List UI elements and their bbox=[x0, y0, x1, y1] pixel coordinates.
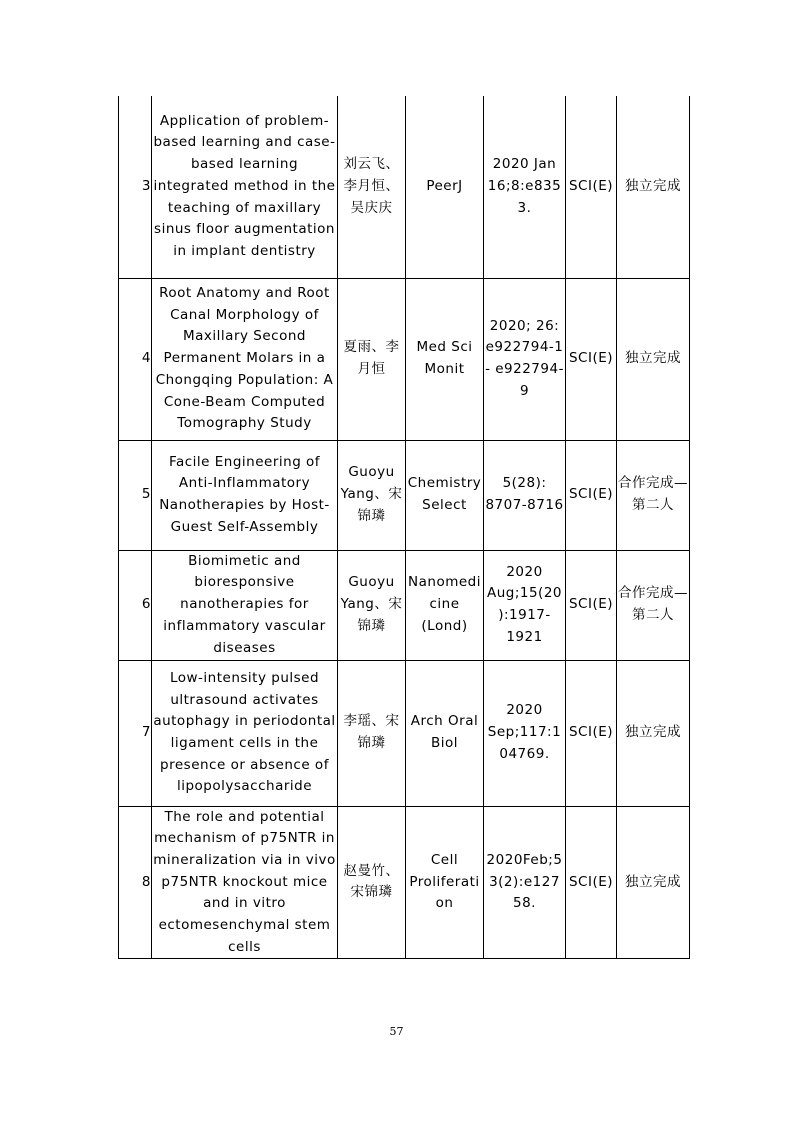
index-type: SCI(E) bbox=[566, 440, 617, 550]
authors: Guoyu Yang、宋锦璘 bbox=[338, 550, 406, 660]
row-number: 8 bbox=[119, 806, 152, 959]
citation: 2020 Jan 16;8:e8353. bbox=[484, 96, 566, 278]
paper-title: Facile Engineering of Anti-Inflammatory Nanotherapies by Host-Guest Self-Assembly bbox=[152, 440, 338, 550]
completion-role: 独立完成 bbox=[617, 96, 690, 278]
completion-role: 独立完成 bbox=[617, 278, 690, 440]
page-number: 57 bbox=[389, 1025, 404, 1038]
citation: 2020 Sep;117:104769. bbox=[484, 660, 566, 806]
paper-title: Root Anatomy and Root Canal Morphology of Maxillary Second Permanent Molars in a Chongqing Population: A Cone-Beam Computed Tomography Study bbox=[152, 278, 338, 440]
index-type: SCI(E) bbox=[566, 278, 617, 440]
paper-title: The role and potential mechanism of p75NTR in mineralization via in vivo p75NTR knockout mice and in vitro ectomesenchymal stem cells bbox=[152, 806, 338, 959]
citation: 2020 Aug;15(20):1917-1921 bbox=[484, 550, 566, 660]
row-number: 7 bbox=[119, 660, 152, 806]
completion-role: 独立完成 bbox=[617, 660, 690, 806]
journal: Nanomedicine (Lond) bbox=[406, 550, 484, 660]
authors: 夏雨、李月恒 bbox=[338, 278, 406, 440]
publications-table bbox=[118, 96, 690, 959]
row-number: 3 bbox=[119, 96, 152, 278]
table-row bbox=[119, 660, 690, 806]
completion-role: 独立完成 bbox=[617, 806, 690, 959]
paper-title: Biomimetic and bioresponsive nanotherapies for inflammatory vascular diseases bbox=[152, 550, 338, 660]
index-type: SCI(E) bbox=[566, 550, 617, 660]
index-type: SCI(E) bbox=[566, 806, 617, 959]
citation: 2020Feb;53(2):e12758. bbox=[484, 806, 566, 959]
citation: 5(28): 8707-8716 bbox=[484, 440, 566, 550]
paper-title: Application of problem-based learning and case-based learning integrated method in the teaching of maxillary sinus floor augmentation in implant dentistry bbox=[152, 96, 338, 278]
authors: Guoyu Yang、宋锦璘 bbox=[338, 440, 406, 550]
citation: 2020; 26: e922794-1 - e922794-9 bbox=[484, 278, 566, 440]
paper-title: Low-intensity pulsed ultrasound activates autophagy in periodontal ligament cells in the presence or absence of lipopolysaccharide bbox=[152, 660, 338, 806]
authors: 赵曼竹、宋锦璘 bbox=[338, 806, 406, 959]
journal: Chemistry Select bbox=[406, 440, 484, 550]
table-row bbox=[119, 96, 690, 278]
authors: 刘云飞、李月恒、吴庆庆 bbox=[338, 96, 406, 278]
table-row bbox=[119, 278, 690, 440]
table-row bbox=[119, 440, 690, 550]
row-number: 5 bbox=[119, 440, 152, 550]
journal: Cell Proliferation bbox=[406, 806, 484, 959]
index-type: SCI(E) bbox=[566, 660, 617, 806]
row-number: 4 bbox=[119, 278, 152, 440]
journal: PeerJ bbox=[406, 96, 484, 278]
row-number: 6 bbox=[119, 550, 152, 660]
journal: Arch Oral Biol bbox=[406, 660, 484, 806]
table-row bbox=[119, 550, 690, 660]
table-row bbox=[119, 806, 690, 959]
journal: Med Sci Monit bbox=[406, 278, 484, 440]
index-type: SCI(E) bbox=[566, 96, 617, 278]
completion-role: 合作完成—第二人 bbox=[617, 440, 690, 550]
authors: 李瑶、宋锦璘 bbox=[338, 660, 406, 806]
completion-role: 合作完成—第二人 bbox=[617, 550, 690, 660]
